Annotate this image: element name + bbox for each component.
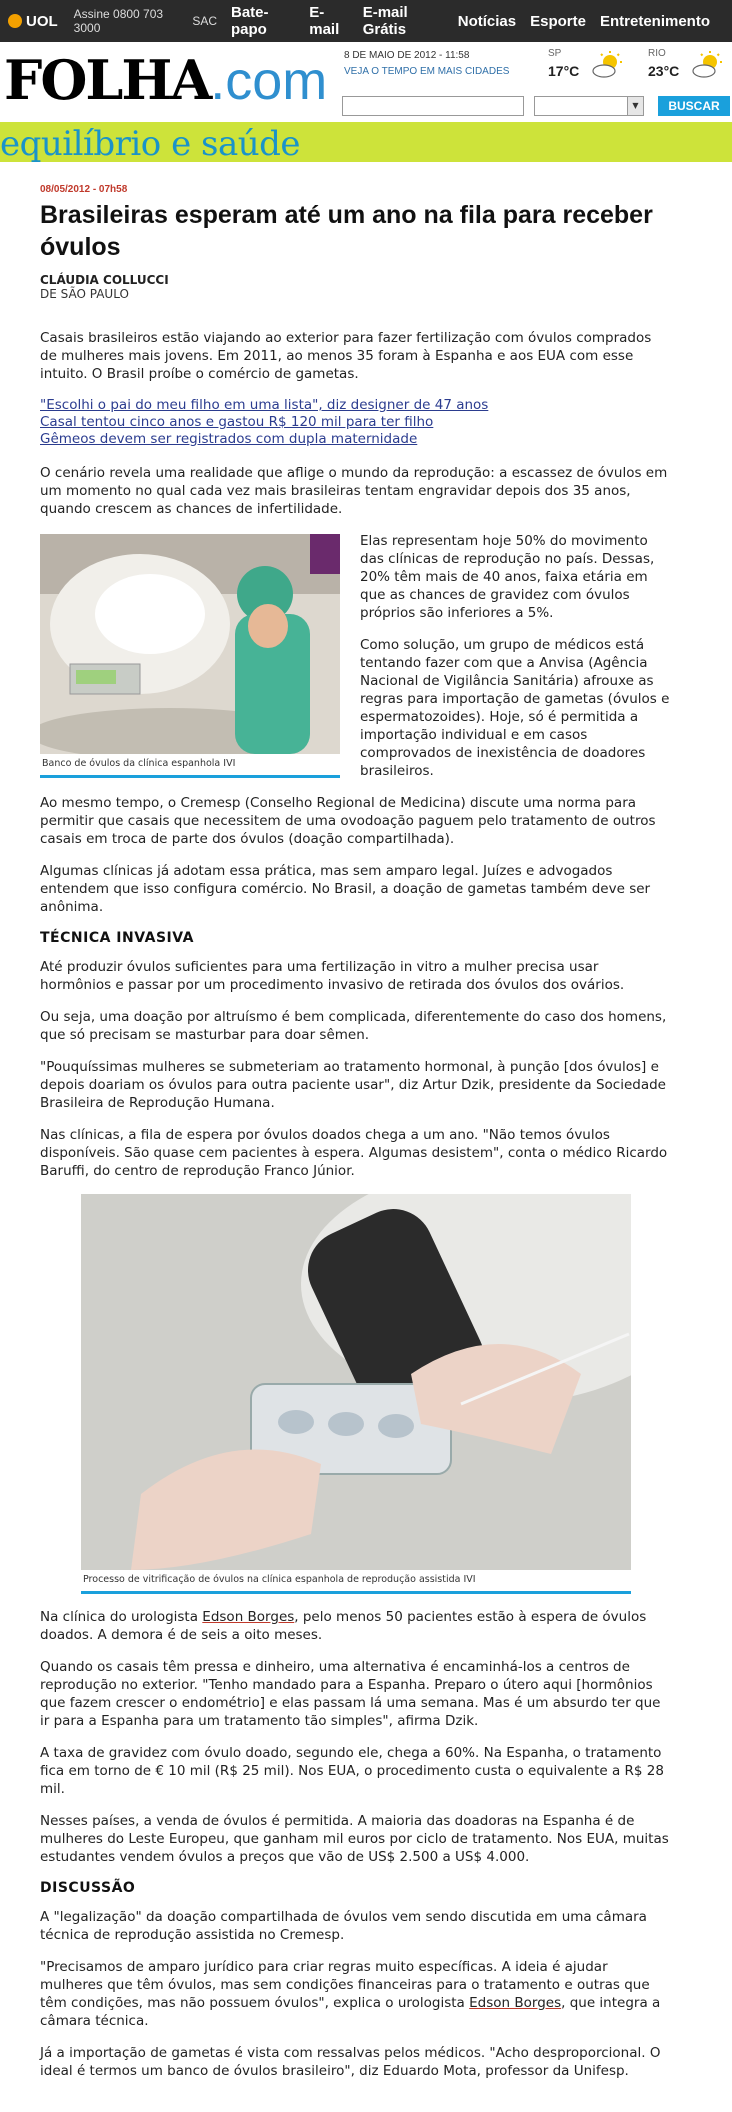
city-name: SP <box>548 48 562 59</box>
article-paragraph: Na clínica do urologista Edson Borges, pelo menos 50 pacientes estão à espera de óvulos doados. A demora é de seis a oito meses. <box>40 1609 647 1643</box>
city-temp: 23°C <box>648 63 680 79</box>
photo-vitrification <box>81 1194 631 1594</box>
uol-top-bar <box>0 0 732 42</box>
photo-egg-bank-image[interactable] <box>40 534 340 754</box>
lab-freezer-photo <box>40 534 340 754</box>
article-paragraph: Já a importação de gametas é vista com ressalvas pelos médicos. "Acho desproporcional. O ideal é termos um banco de óvulos brasileiro", diz Eduardo Mota, professor da Unifesp. <box>40 2045 661 2079</box>
article-paragraph: O cenário revela uma realidade que aflige o mundo da reprodução: a escassez de óvulos em um momento no qual cada vez mais brasileiras tentam engravidar depois dos 35 anos, quando crescem as chances de infertilidade. <box>40 465 668 517</box>
article-paragraph: Quando os casais têm pressa e dinheiro, uma alternativa é encaminhá-los a centros de reprodução no exterior. "Tenho mandado para a Espanha. Preparo o útero aqui [hormônios que fazem crescer o endométrio] e elas passam lá uma semana. Mas é um absurdo ter que ir para a Espanha para um tratamento tão simples", afirma Dzik. <box>40 1659 661 1729</box>
person-link-edson-borges[interactable]: Edson Borges <box>202 1609 295 1625</box>
article-timestamp: 08/05/2012 - 07h58 <box>40 184 128 195</box>
article-paragraph: Como solução, um grupo de médicos está tentando fazer com que a Anvisa (Agência Nacional de Vigilância Sanitária) afrouxe as regras para importação de gametas (óvulos e espermatozoides). Hoje, só é permitida a importação individual e em casos comprovados de inexistência de doadores brasileiros. <box>360 637 670 779</box>
article <box>0 162 732 2080</box>
search-input[interactable] <box>342 96 524 116</box>
section-title[interactable]: equilíbrio e saúde <box>0 124 301 164</box>
subscribe-phone-link[interactable]: Assine 0800 703 3000 <box>73 7 164 35</box>
related-links <box>40 397 672 448</box>
nav-bate-papo[interactable]: Bate-papo <box>231 4 269 38</box>
person-link-edson-borges[interactable]: Edson Borges <box>469 1995 562 2011</box>
current-date: 8 DE MAIO DE 2012 - 11:58 <box>344 50 470 61</box>
article-paragraph: Nas clínicas, a fila de espera por óvulos doados chega a um ano. "Não temos óvulos disponíveis. São quase cem pacientes à espera. Algumas desistem", conta o médico Ricardo Baruffi, do centro de reprodução Franco Júnior. <box>40 1127 668 1179</box>
photo-egg-bank <box>40 534 340 778</box>
article-paragraph: Ao mesmo tempo, o Cremesp (Conselho Regional de Medicina) discute uma norma para permitir que casais que necessitem de uma ovodoação paguem pelo tratamento de outros casais em troca de parte dos óvulos (doação compartilhada). <box>40 795 656 847</box>
article-paragraph: Elas representam hoje 50% do movimento das clínicas de reprodução no país. Dessas, 20% têm mais de 40 anos, faixa etária em que as chances de gravidez com óvulos próprios são inferiores a 5%. <box>360 533 655 621</box>
subheading-tecnica: TÉCNICA INVASIVA <box>40 930 194 946</box>
city-name: RIO <box>648 48 666 59</box>
uol-logo[interactable]: UOL <box>8 13 58 30</box>
nav-email[interactable]: E-mail <box>309 4 340 38</box>
article-author: CLÁUDIA COLLUCCI <box>40 273 169 287</box>
nav-noticias[interactable]: Notícias <box>457 12 517 30</box>
article-paragraph: Até produzir óvulos suficientes para uma fertilização in vitro a mulher precisa usar hormônios e passar por um procedimento invasivo de retirada dos óvulos dos ovários. <box>40 959 625 993</box>
section-banner <box>0 122 732 162</box>
sac-link[interactable]: SAC <box>192 14 217 28</box>
article-paragraph: Ou seja, uma doação por altruísmo é bem complicada, diferentemente do caso dos homens, que só precisam se masturbar para doar sêmen. <box>40 1009 667 1043</box>
related-link[interactable]: Gêmeos devem ser registrados com dupla maternidade <box>40 431 418 447</box>
related-link[interactable]: "Escolhi o pai do meu filho em uma lista", diz designer de 47 anos <box>40 397 489 413</box>
chevron-down-icon: ▼ <box>627 97 643 115</box>
city-temp: 17°C <box>548 63 580 79</box>
site-header <box>0 42 732 122</box>
search-button[interactable]: BUSCAR <box>658 96 730 116</box>
article-place: DE SÃO PAULO <box>40 287 129 301</box>
photo-vitrification-image[interactable] <box>81 1194 631 1570</box>
article-paragraph: A taxa de gravidez com óvulo doado, segundo ele, chega a 60%. Na Espanha, o tratamento fica em torno de € 10 mil (R$ 25 mil). Nos EUA, o procedimento custa o equivalente a R$ 28 mil. <box>40 1745 664 1797</box>
article-paragraph: "Pouquíssimas mulheres se submeteriam ao tratamento hormonal, à punção [dos óvulos] e depois doariam os óvulos para outra paciente usar", diz Artur Dzik, presidente da Sociedade Brasileira de Reprodução Humana. <box>40 1059 666 1111</box>
weather-rio <box>648 48 679 79</box>
partly-cloudy-icon <box>690 50 724 80</box>
nav-esporte[interactable]: Esporte <box>530 12 586 30</box>
article-title: Brasileiras esperam até um ano na fila para receber óvulos <box>40 201 653 261</box>
article-paragraph: A "legalização" da doação compartilhada de óvulos vem sendo discutida em uma câmara técnica de reprodução assistida no Cremesp. <box>40 1909 647 1943</box>
nav-email-gratis[interactable]: E-mail Grátis <box>362 4 408 38</box>
nav-entretenimento[interactable]: Entretenimento <box>599 12 710 30</box>
folha-logo[interactable]: FOLHA.com <box>4 48 328 112</box>
microscope-photo <box>81 1194 631 1570</box>
article-paragraph: Casais brasileiros estão viajando ao exterior para fazer fertilização com óvulos comprados de mulheres mais jovens. Em 2011, ao menos 35 foram à Espanha e aos EUA com esse intuito. O Brasil proíbe o comércio de gametas. <box>40 330 652 382</box>
weather-more-cities-link[interactable]: VEJA O TEMPO EM MAIS CIDADES <box>344 66 510 77</box>
article-paragraph: Nesses países, a venda de óvulos é permitida. A maioria das doadoras na Espanha é de mulheres do Leste Europeu, que ganham mil euros por ciclo de tratamento. Nos EUA, muitas estudantes vendem óvulos a preços que vão de US$ 2.500 a US$ 4.000. <box>40 1813 669 1865</box>
subheading-discussao: DISCUSSÃO <box>40 1880 136 1896</box>
photo-caption: Banco de óvulos da clínica espanhola IVI <box>40 754 340 778</box>
search-scope-select[interactable] <box>534 96 644 116</box>
uol-logo-icon <box>8 14 22 28</box>
article-paragraph: Algumas clínicas já adotam essa prática, mas sem amparo legal. Juízes e advogados entendem que isso configura comércio. No Brasil, a doação de gametas também deve ser anônima. <box>40 863 651 915</box>
article-paragraph: "Precisamos de amparo jurídico para criar regras muito específicas. A ideia é ajudar mulheres que têm óvulos, mas sem condições financeiras para o tratamento e outras que têm condições, mas não possuem óvulos", explica o urologista Edson Borges, que integra a câmara técnica. <box>40 1959 661 2029</box>
photo-caption: Processo de vitrificação de óvulos na clínica espanhola de reprodução assistida IVI <box>81 1570 631 1594</box>
related-link[interactable]: Casal tentou cinco anos e gastou R$ 120 mil para ter filho <box>40 414 434 430</box>
weather-sp <box>548 48 579 79</box>
partly-cloudy-icon <box>590 50 624 80</box>
